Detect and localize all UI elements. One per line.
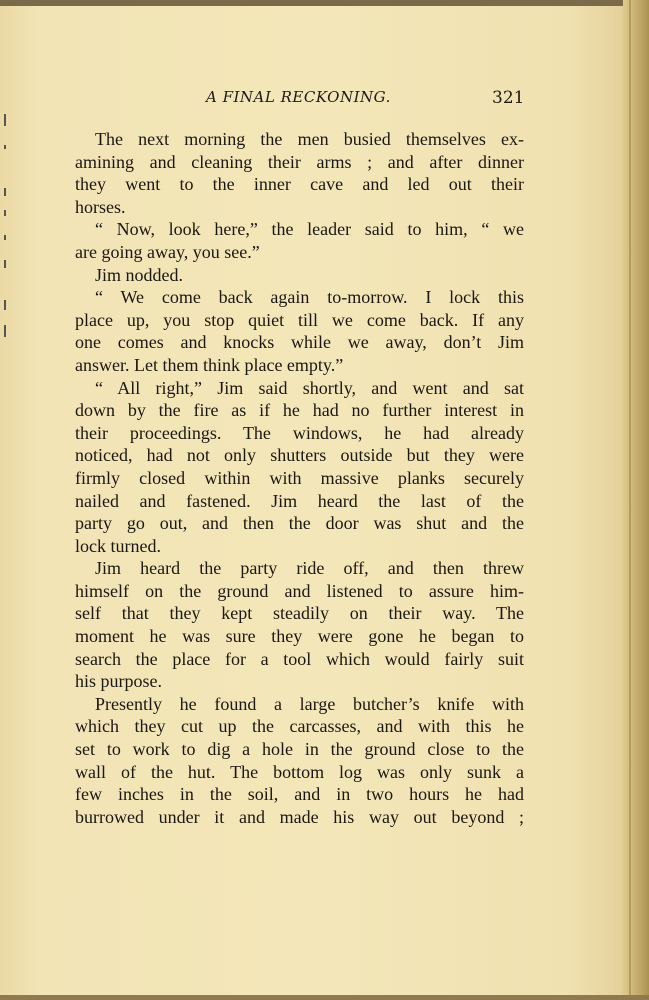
- running-head: A FINAL RECKONING.: [206, 88, 391, 106]
- page-bottom-edge: [0, 995, 649, 1000]
- text-line: burrowed under it and made his way out beyond ;: [75, 806, 524, 827]
- text-line: down by the fire as if he had no further interest in: [75, 400, 524, 421]
- margin-mark: [4, 114, 6, 126]
- margin-mark: [4, 145, 6, 149]
- text-line: party go out, and then the door was shut and the: [75, 513, 524, 534]
- page-top-edge: [0, 0, 649, 6]
- text-line: noticed, had not only shutters outside but they were: [75, 445, 524, 466]
- text-line: they went to the inner cave and led out their: [75, 174, 524, 195]
- text-line: “ We come back again to-morrow. I lock this: [95, 287, 524, 308]
- margin-mark: [4, 260, 6, 268]
- text-line: Presently he found a large butcher’s knife with: [95, 693, 524, 714]
- text-line: place up, you stop quiet till we come back. If any: [75, 309, 524, 330]
- text-line: “ Now, look here,” the leader said to him, “ we: [95, 219, 524, 240]
- text-line: The next morning the men busied themselves ex-: [95, 129, 524, 149]
- margin-marks: [0, 100, 12, 400]
- text-line: firmly closed within with massive planks securely: [75, 467, 524, 488]
- page-gutter-edge: [623, 0, 649, 1000]
- page-edge-line: [629, 0, 631, 1000]
- text-line: search the place for a tool which would fairly suit: [75, 648, 524, 669]
- page-header: [0, 88, 649, 112]
- text-line: his purpose.: [75, 671, 162, 692]
- text-line: nailed and fastened. Jim heard the last of the: [75, 490, 524, 511]
- margin-mark: [4, 210, 6, 216]
- text-line: “ All right,” Jim said shortly, and went and sat: [95, 377, 524, 398]
- margin-mark: [4, 300, 6, 310]
- text-line: moment he was sure they were gone he began to: [75, 626, 524, 647]
- text-line: himself on the ground and listened to assure him-: [75, 580, 524, 601]
- text-line: one comes and knocks while we away, don’t Jim: [75, 332, 524, 353]
- text-line: Jim heard the party ride off, and then threw: [95, 558, 524, 579]
- text-line: set to work to dig a hole in the ground close to the: [75, 739, 524, 760]
- text-line: self that they kept steadily on their way. The: [75, 603, 524, 624]
- page-number: 321: [492, 88, 525, 108]
- margin-mark: [4, 325, 6, 337]
- text-line: wall of the hut. The bottom log was only sunk a: [75, 761, 524, 782]
- text-line: few inches in the soil, and in two hours he had: [75, 784, 524, 805]
- text-line: are going away, you see.”: [75, 241, 260, 262]
- text-line: lock turned.: [75, 535, 161, 556]
- text-line: answer. Let them think place empty.”: [75, 354, 344, 375]
- text-line: amining and cleaning their arms ; and after dinner: [75, 151, 524, 172]
- body-text: [75, 128, 524, 828]
- margin-mark: [4, 235, 6, 240]
- margin-mark: [4, 188, 6, 196]
- text-line: Jim nodded.: [95, 264, 183, 285]
- text-line: which they cut up the carcasses, and with this he: [75, 716, 524, 737]
- text-line: their proceedings. The windows, he had already: [75, 422, 524, 443]
- text-line: horses.: [75, 196, 126, 217]
